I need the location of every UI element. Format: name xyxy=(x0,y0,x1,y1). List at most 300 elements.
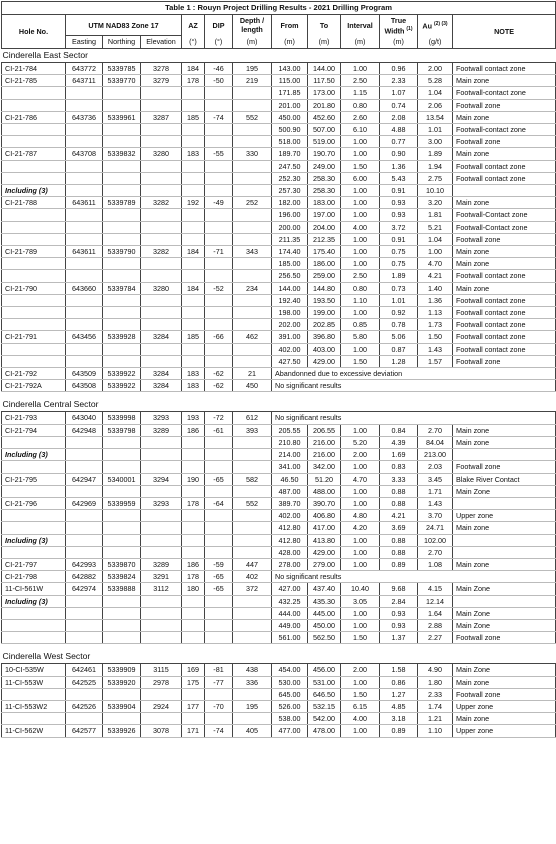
cell-dip: -59 xyxy=(205,558,233,570)
cell-au: 1.80 xyxy=(418,676,453,688)
header-northing: Northing xyxy=(103,36,141,49)
cell-dip xyxy=(205,485,233,497)
cell-from: 341.00 xyxy=(272,461,308,473)
cell-interval: 1.00 xyxy=(341,148,380,160)
table-row xyxy=(2,319,556,331)
table-row xyxy=(2,449,556,461)
cell-easting xyxy=(66,355,103,367)
cell-note: Footwall zone xyxy=(453,688,556,700)
cell-note: Footwall zone xyxy=(453,99,556,111)
cell-elevation xyxy=(141,449,182,461)
cell-true-width: 1.58 xyxy=(380,664,418,676)
cell-depth xyxy=(233,172,272,184)
cell-au: 1.10 xyxy=(418,725,453,737)
cell-az xyxy=(182,595,205,607)
table-row xyxy=(2,485,556,497)
cell-to: 429.00 xyxy=(308,546,341,558)
table-row xyxy=(2,160,556,172)
cell-hole-no: Including (3) xyxy=(2,449,66,461)
cell-from: 256.50 xyxy=(272,270,308,282)
cell-depth: 402 xyxy=(233,571,272,583)
cell-hole-no: Including (3) xyxy=(2,185,66,197)
cell-depth: 195 xyxy=(233,700,272,712)
cell-az xyxy=(182,355,205,367)
cell-hole-no xyxy=(2,607,66,619)
cell-au: 3.20 xyxy=(418,197,453,209)
cell-northing xyxy=(103,607,141,619)
cell-interval: 1.00 xyxy=(341,185,380,197)
cell-easting xyxy=(66,319,103,331)
cell-true-width: 0.88 xyxy=(380,546,418,558)
cell-from: 518.00 xyxy=(272,136,308,148)
cell-easting: 642577 xyxy=(66,725,103,737)
cell-au: 2.70 xyxy=(418,546,453,558)
cell-hole-no xyxy=(2,510,66,522)
cell-from: 252.30 xyxy=(272,172,308,184)
cell-hole-no: CI-21-792A xyxy=(2,380,66,392)
cell-interval: 5.20 xyxy=(341,436,380,448)
cell-northing xyxy=(103,294,141,306)
header-true-width-unit: (m) xyxy=(380,36,418,49)
cell-note: Main zone xyxy=(453,424,556,436)
cell-northing xyxy=(103,485,141,497)
cell-northing xyxy=(103,355,141,367)
cell-au: 5.21 xyxy=(418,221,453,233)
cell-au: 1.13 xyxy=(418,307,453,319)
cell-au: 1.81 xyxy=(418,209,453,221)
cell-dip: -55 xyxy=(205,148,233,160)
cell-dip: -52 xyxy=(205,282,233,294)
cell-to: 193.50 xyxy=(308,294,341,306)
cell-true-width: 0.77 xyxy=(380,136,418,148)
cell-au: 1.21 xyxy=(418,713,453,725)
cell-easting xyxy=(66,221,103,233)
cell-true-width: 0.84 xyxy=(380,424,418,436)
true-width-label: True Width xyxy=(384,15,407,35)
cell-to: 450.00 xyxy=(308,619,341,631)
cell-dip xyxy=(205,534,233,546)
header-to: To xyxy=(308,15,341,36)
cell-interval: 1.00 xyxy=(341,424,380,436)
cell-easting xyxy=(66,172,103,184)
header-au xyxy=(418,15,453,36)
cell-northing: 5339798 xyxy=(103,424,141,436)
cell-to: 342.00 xyxy=(308,461,341,473)
cell-dip xyxy=(205,99,233,111)
cell-interval: 10.40 xyxy=(341,583,380,595)
cell-true-width: 1.01 xyxy=(380,294,418,306)
cell-az: 192 xyxy=(182,197,205,209)
cell-true-width: 4.88 xyxy=(380,124,418,136)
cell-elevation xyxy=(141,461,182,473)
cell-interval: 1.00 xyxy=(341,546,380,558)
cell-depth xyxy=(233,595,272,607)
cell-hole-no: 11-CI-553W xyxy=(2,676,66,688)
cell-from: 192.40 xyxy=(272,294,308,306)
cell-dip xyxy=(205,522,233,534)
cell-interval: 6.00 xyxy=(341,172,380,184)
cell-true-width: 4.85 xyxy=(380,700,418,712)
header-utm: UTM NAD83 Zone 17 xyxy=(66,15,182,36)
cell-northing: 5339888 xyxy=(103,583,141,595)
cell-az xyxy=(182,319,205,331)
cell-hole-no: Including (3) xyxy=(2,534,66,546)
cell-az: 178 xyxy=(182,497,205,509)
cell-note: Main zone xyxy=(453,75,556,87)
cell-dip xyxy=(205,688,233,700)
cell-easting xyxy=(66,449,103,461)
cell-dip: -65 xyxy=(205,473,233,485)
cell-depth xyxy=(233,87,272,99)
cell-interval: 1.00 xyxy=(341,197,380,209)
cell-dip: -74 xyxy=(205,111,233,123)
cell-hole-no xyxy=(2,136,66,148)
cell-from: 115.00 xyxy=(272,75,308,87)
cell-to: 413.80 xyxy=(308,534,341,546)
cell-au: 24.71 xyxy=(418,522,453,534)
table-row xyxy=(2,111,556,123)
cell-easting xyxy=(66,99,103,111)
cell-depth xyxy=(233,607,272,619)
table-row xyxy=(2,136,556,148)
cell-note: Main zone xyxy=(453,282,556,294)
cell-elevation: 3280 xyxy=(141,148,182,160)
cell-easting: 643508 xyxy=(66,380,103,392)
cell-hole-no: CI-21-794 xyxy=(2,424,66,436)
header-note: NOTE xyxy=(453,15,556,49)
cell-to: 117.50 xyxy=(308,75,341,87)
table-row xyxy=(2,595,556,607)
cell-easting: 643456 xyxy=(66,331,103,343)
cell-easting: 642882 xyxy=(66,571,103,583)
header-au-unit: (g/t) xyxy=(418,36,453,49)
cell-to: 186.00 xyxy=(308,258,341,270)
cell-interval: 1.50 xyxy=(341,355,380,367)
cell-interval: 1.00 xyxy=(341,233,380,245)
cell-note: Footwall-contact zone xyxy=(453,87,556,99)
cell-to: 519.00 xyxy=(308,136,341,148)
cell-easting: 643660 xyxy=(66,282,103,294)
cell-interval: 2.50 xyxy=(341,270,380,282)
cell-depth: 438 xyxy=(233,664,272,676)
cell-true-width: 1.69 xyxy=(380,449,418,461)
cell-dip: -71 xyxy=(205,246,233,258)
cell-interval: 1.00 xyxy=(341,534,380,546)
cell-depth xyxy=(233,99,272,111)
cell-northing: 5339920 xyxy=(103,676,141,688)
cell-dip xyxy=(205,185,233,197)
cell-note xyxy=(453,534,556,546)
cell-easting xyxy=(66,485,103,497)
cell-note: Main zone xyxy=(453,713,556,725)
table-row xyxy=(2,307,556,319)
cell-elevation xyxy=(141,632,182,644)
cell-hole-no: 11-CI-562W xyxy=(2,725,66,737)
cell-elevation xyxy=(141,87,182,99)
cell-au: 102.00 xyxy=(418,534,453,546)
cell-elevation: 3112 xyxy=(141,583,182,595)
cell-hole-no xyxy=(2,233,66,245)
cell-az xyxy=(182,688,205,700)
cell-hole-no xyxy=(2,294,66,306)
cell-depth xyxy=(233,221,272,233)
cell-elevation: 3294 xyxy=(141,473,182,485)
cell-note: Main Zone xyxy=(453,619,556,631)
cell-northing xyxy=(103,172,141,184)
cell-to: 259.00 xyxy=(308,270,341,282)
cell-elevation: 3078 xyxy=(141,725,182,737)
cell-elevation xyxy=(141,343,182,355)
cell-from: 538.00 xyxy=(272,713,308,725)
cell-elevation: 3293 xyxy=(141,497,182,509)
cell-hole-no xyxy=(2,713,66,725)
cell-easting xyxy=(66,510,103,522)
cell-elevation: 3293 xyxy=(141,412,182,424)
cell-true-width: 4.39 xyxy=(380,436,418,448)
cell-depth xyxy=(233,449,272,461)
cell-to: 390.70 xyxy=(308,497,341,509)
table-row xyxy=(2,233,556,245)
cell-easting xyxy=(66,233,103,245)
table-row xyxy=(2,664,556,676)
cell-az xyxy=(182,449,205,461)
cell-to: 396.80 xyxy=(308,331,341,343)
cell-az xyxy=(182,607,205,619)
cell-to: 216.00 xyxy=(308,449,341,461)
table-row xyxy=(2,607,556,619)
cell-interval: 6.15 xyxy=(341,700,380,712)
cell-dip: -72 xyxy=(205,412,233,424)
cell-elevation xyxy=(141,319,182,331)
cell-to: 197.00 xyxy=(308,209,341,221)
cell-elevation: 3287 xyxy=(141,111,182,123)
cell-true-width: 1.89 xyxy=(380,270,418,282)
cell-dip: -61 xyxy=(205,424,233,436)
cell-dip: -74 xyxy=(205,725,233,737)
cell-dip: -46 xyxy=(205,63,233,75)
cell-elevation xyxy=(141,522,182,534)
cell-northing: 5339870 xyxy=(103,558,141,570)
cell-dip xyxy=(205,546,233,558)
cell-easting xyxy=(66,136,103,148)
cell-from: 278.00 xyxy=(272,558,308,570)
cell-northing xyxy=(103,307,141,319)
cell-hole-no xyxy=(2,355,66,367)
cell-from: 196.00 xyxy=(272,209,308,221)
cell-note xyxy=(453,595,556,607)
cell-hole-no: CI-21-790 xyxy=(2,282,66,294)
cell-depth: 582 xyxy=(233,473,272,485)
header-az: AZ xyxy=(182,15,205,36)
cell-to: 249.00 xyxy=(308,160,341,172)
header-az-unit: (°) xyxy=(182,36,205,49)
cell-true-width: 3.18 xyxy=(380,713,418,725)
cell-northing xyxy=(103,209,141,221)
cell-az xyxy=(182,632,205,644)
cell-from: 561.00 xyxy=(272,632,308,644)
cell-az: 185 xyxy=(182,111,205,123)
cell-az: 186 xyxy=(182,558,205,570)
table-row xyxy=(2,75,556,87)
cell-easting xyxy=(66,632,103,644)
cell-hole-no xyxy=(2,258,66,270)
cell-note: Footwall contact zone xyxy=(453,331,556,343)
cell-note: Main zone xyxy=(453,148,556,160)
table-row xyxy=(2,380,556,392)
cell-az xyxy=(182,436,205,448)
cell-easting xyxy=(66,595,103,607)
cell-easting xyxy=(66,307,103,319)
cell-elevation xyxy=(141,307,182,319)
cell-note: Footwall-contact zone xyxy=(453,124,556,136)
table-row xyxy=(2,87,556,99)
cell-from: 402.00 xyxy=(272,510,308,522)
cell-depth xyxy=(233,619,272,631)
cell-hole-no xyxy=(2,221,66,233)
table-body xyxy=(2,49,556,738)
cell-az xyxy=(182,270,205,282)
cell-easting: 642993 xyxy=(66,558,103,570)
cell-easting: 643708 xyxy=(66,148,103,160)
cell-to: 445.00 xyxy=(308,607,341,619)
cell-interval: 2.50 xyxy=(341,75,380,87)
cell-dip: -66 xyxy=(205,331,233,343)
cell-az xyxy=(182,124,205,136)
cell-true-width: 2.84 xyxy=(380,595,418,607)
cell-northing: 5339790 xyxy=(103,246,141,258)
cell-au: 3.45 xyxy=(418,473,453,485)
table-row xyxy=(2,558,556,570)
cell-interval: 1.00 xyxy=(341,63,380,75)
cell-dip xyxy=(205,619,233,631)
cell-true-width: 0.89 xyxy=(380,725,418,737)
cell-true-width: 0.96 xyxy=(380,63,418,75)
cell-az: 184 xyxy=(182,282,205,294)
cell-au: 1.00 xyxy=(418,246,453,258)
cell-northing xyxy=(103,136,141,148)
cell-dip: -50 xyxy=(205,75,233,87)
cell-hole-no xyxy=(2,632,66,644)
cell-elevation: 3289 xyxy=(141,558,182,570)
cell-depth xyxy=(233,534,272,546)
cell-interval: 1.50 xyxy=(341,688,380,700)
cell-depth xyxy=(233,343,272,355)
cell-easting: 642969 xyxy=(66,497,103,509)
cell-hole-no xyxy=(2,343,66,355)
cell-hole-no: 11-CI-561W xyxy=(2,583,66,595)
cell-easting xyxy=(66,688,103,700)
cell-from: 247.50 xyxy=(272,160,308,172)
cell-az: 184 xyxy=(182,63,205,75)
cell-note: Main zone xyxy=(453,197,556,209)
cell-interval: 1.15 xyxy=(341,87,380,99)
cell-note: Main zone xyxy=(453,258,556,270)
cell-elevation xyxy=(141,209,182,221)
cell-interval: 0.85 xyxy=(341,319,380,331)
header-depth: Depth / length xyxy=(233,15,272,36)
cell-dip xyxy=(205,355,233,367)
cell-true-width: 0.90 xyxy=(380,148,418,160)
cell-depth: 252 xyxy=(233,197,272,209)
cell-note: Footwall zone xyxy=(453,461,556,473)
cell-note xyxy=(453,497,556,509)
cell-true-width: 0.83 xyxy=(380,461,418,473)
cell-az: 171 xyxy=(182,725,205,737)
cell-az xyxy=(182,307,205,319)
cell-az xyxy=(182,172,205,184)
cell-true-width: 1.37 xyxy=(380,632,418,644)
cell-northing: 5339959 xyxy=(103,497,141,509)
table-row xyxy=(2,270,556,282)
cell-from: 432.25 xyxy=(272,595,308,607)
cell-az: 183 xyxy=(182,148,205,160)
cell-to: 507.00 xyxy=(308,124,341,136)
cell-true-width: 0.93 xyxy=(380,197,418,209)
cell-az xyxy=(182,294,205,306)
cell-northing xyxy=(103,319,141,331)
cell-note: Upper zone xyxy=(453,700,556,712)
cell-dip: -77 xyxy=(205,676,233,688)
cell-easting: 643611 xyxy=(66,246,103,258)
cell-easting xyxy=(66,436,103,448)
cell-hole-no xyxy=(2,160,66,172)
cell-from: 144.00 xyxy=(272,282,308,294)
cell-from: 645.00 xyxy=(272,688,308,700)
cell-au: 13.54 xyxy=(418,111,453,123)
cell-hole-no xyxy=(2,436,66,448)
cell-az: 183 xyxy=(182,380,205,392)
cell-northing xyxy=(103,221,141,233)
cell-depth: 195 xyxy=(233,63,272,75)
cell-au: 1.50 xyxy=(418,331,453,343)
cell-easting: 642948 xyxy=(66,424,103,436)
cell-from: 412.80 xyxy=(272,534,308,546)
cell-from: 198.00 xyxy=(272,307,308,319)
cell-note: Main Zone xyxy=(453,583,556,595)
cell-hole-no xyxy=(2,619,66,631)
cell-to: 456.00 xyxy=(308,664,341,676)
table-row xyxy=(2,99,556,111)
header-easting: Easting xyxy=(66,36,103,49)
cell-note: Main Zone xyxy=(453,607,556,619)
header-to-unit: (m) xyxy=(308,36,341,49)
cell-az xyxy=(182,136,205,148)
cell-true-width: 0.91 xyxy=(380,233,418,245)
table-row xyxy=(2,510,556,522)
cell-au: 1.94 xyxy=(418,160,453,172)
sector-heading: Cinderella Central Sector xyxy=(2,398,556,412)
header-elevation: Elevation xyxy=(141,36,182,49)
cell-hole-no: 11-CI-553W2 xyxy=(2,700,66,712)
table-row xyxy=(2,148,556,160)
cell-to: 531.00 xyxy=(308,676,341,688)
cell-depth xyxy=(233,233,272,245)
cell-to: 144.80 xyxy=(308,282,341,294)
cell-easting xyxy=(66,258,103,270)
cell-true-width: 5.06 xyxy=(380,331,418,343)
cell-northing xyxy=(103,258,141,270)
cell-true-width: 0.88 xyxy=(380,485,418,497)
header-depth-unit: (m) xyxy=(233,36,272,49)
cell-interval: 2.00 xyxy=(341,664,380,676)
cell-depth xyxy=(233,258,272,270)
cell-depth xyxy=(233,307,272,319)
cell-au: 12.14 xyxy=(418,595,453,607)
cell-to: 258.30 xyxy=(308,172,341,184)
cell-hole-no: CI-21-798 xyxy=(2,571,66,583)
cell-au: 3.00 xyxy=(418,136,453,148)
cell-elevation xyxy=(141,99,182,111)
